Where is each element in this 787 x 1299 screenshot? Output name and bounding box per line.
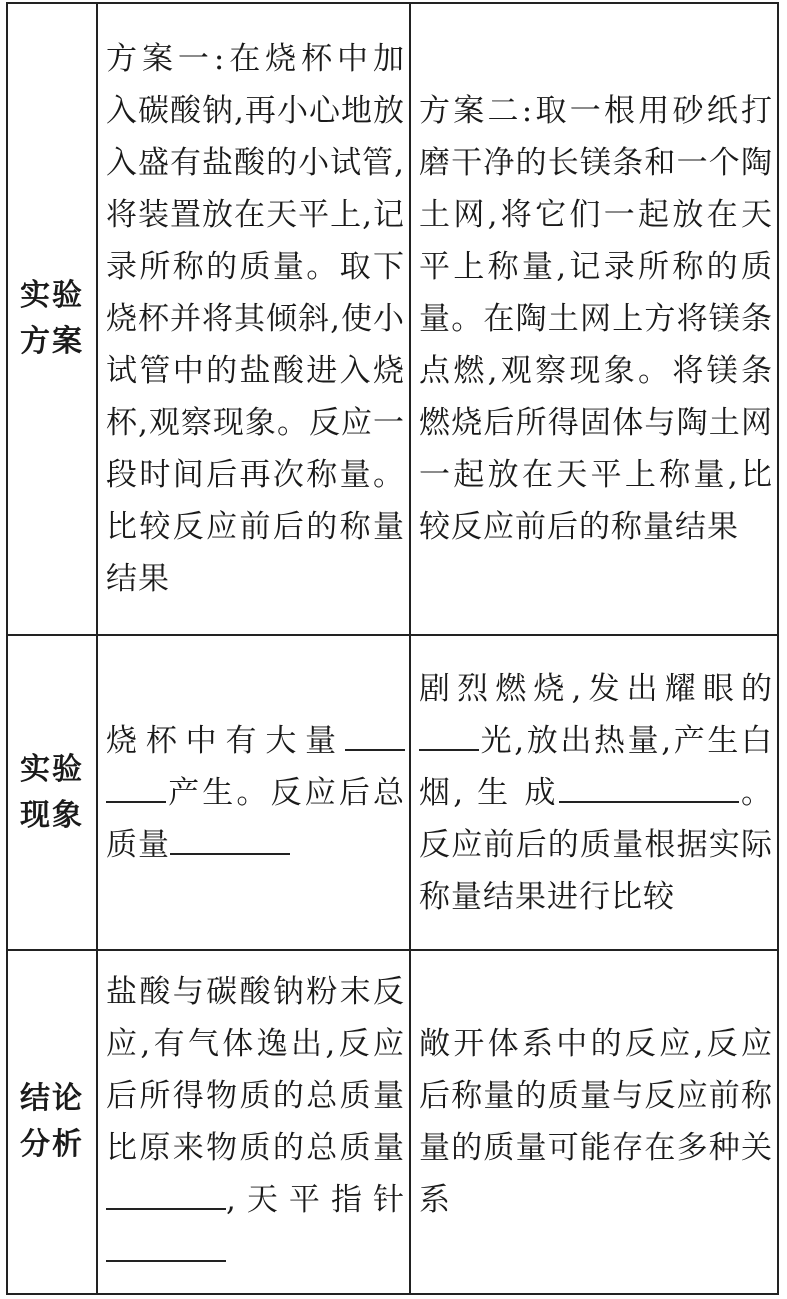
plan-one-text: 方案一:在烧杯中加入碳酸钠,再小心地放入盛有盐酸的小试管,将装置放在天平上,记录所称的质量。取下烧杯并将其倾斜,使小试管中的盐酸进入烧杯,观察现象。反应一段时间后再次称量。比较反应前后的称量结果 [106, 41, 405, 597]
row-experiment-phenomenon [8, 636, 777, 951]
fill-blank [170, 823, 290, 855]
text-segment: ,天平指针 [226, 1182, 405, 1218]
row-header-label: 结论分析 [20, 1081, 84, 1162]
plan-two-cell [411, 4, 777, 634]
text-segment: 。反应前后的质量根据实际称量结果进行比较 [419, 774, 774, 915]
header-cell [8, 4, 98, 634]
conclusion-one-text [106, 966, 405, 1278]
fill-blank [679, 771, 739, 803]
text-segment: 剧烈燃烧,发出耀眼的 [419, 670, 773, 707]
row-conclusion-analysis [8, 951, 777, 1293]
conclusion-one-cell [98, 951, 411, 1293]
row-header-label: 实验现象 [20, 751, 84, 833]
conclusion-two-text: 敞开体系中的反应,反应后称量的质量与反应前称量的质量可能存在多种关系 [419, 1026, 773, 1218]
text-segment: 烧杯中有大量 [106, 722, 345, 759]
header-cell [8, 951, 98, 1293]
fill-blank [106, 1178, 226, 1210]
phenomenon-one-text [106, 715, 405, 871]
fill-blank [559, 771, 679, 803]
phenomenon-two-text [419, 663, 773, 923]
fill-blank [106, 1230, 226, 1262]
plan-one-cell [98, 4, 411, 634]
text-segment: 盐酸与碳酸钠粉末反应,有气体逸出,反应后所得物质的总质量比原来物质的总质量 [106, 974, 405, 1166]
row-experiment-plan [8, 4, 777, 636]
plan-two-text: 方案二:取一根用砂纸打磨干净的长镁条和一个陶土网,将它们一起放在天平上称量,记录所称的质量。在陶土网上方将镁条点燃,观察现象。将镁条燃烧后所得固体与陶土网一起放在天平上称量,比较反应前后的称量结果 [419, 93, 773, 545]
row-header-label: 实验方案 [20, 278, 84, 359]
phenomenon-one-cell [98, 636, 411, 949]
fill-blank [106, 771, 166, 803]
conclusion-two-cell [411, 951, 777, 1293]
fill-blank [419, 719, 479, 751]
fill-blank [345, 719, 405, 751]
experiment-table [6, 2, 779, 1295]
text-segment: 产生。反应后总质量 [106, 774, 405, 863]
header-cell [8, 636, 98, 949]
text-segment: 光,放出热量,产生白 烟, 生 成 [419, 722, 773, 811]
phenomenon-two-cell [411, 636, 777, 949]
